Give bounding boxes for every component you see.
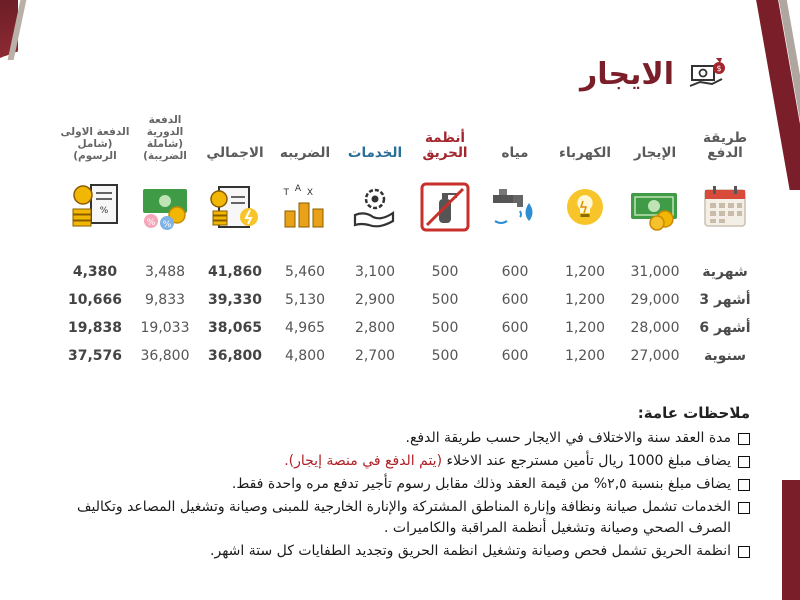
note-item — [50, 541, 750, 562]
fire-extinguisher-icon — [419, 181, 471, 233]
cell-electricity: 1,200 — [564, 264, 606, 280]
note-item — [50, 474, 750, 495]
note-text: مدة العقد سنة والاختلاف في الايجار حسب طريقة الدفع. — [405, 430, 731, 446]
col-header-tax: الضريبه — [279, 145, 331, 162]
cell-tax: 4,965 — [284, 320, 326, 336]
notes-title: ملاحظات عامة: — [637, 404, 750, 422]
cell-periodic-payment: 9,833 — [144, 292, 186, 308]
cell-fire-systems: 500 — [431, 348, 459, 364]
table-body — [60, 258, 760, 370]
cell-water: 600 — [501, 348, 529, 364]
cell-water: 600 — [501, 264, 529, 280]
cell-tax: 5,460 — [284, 264, 326, 280]
cell-first-payment: 37,576 — [67, 348, 123, 364]
cell-total: 41,860 — [207, 264, 263, 280]
cell-water: 600 — [501, 292, 529, 308]
cell-total: 39,330 — [207, 292, 263, 308]
row-label: سنوية — [703, 348, 746, 364]
cell-water: 600 — [501, 320, 529, 336]
checkbox-bullet-icon — [738, 433, 750, 445]
cell-services: 3,100 — [354, 264, 396, 280]
page-title: الايجار — [579, 56, 674, 92]
note-text: يضاف مبلغ بنسبة ٢,٥% من قيمة العقد وذلك مقابل رسوم تأجير تدفع مره واحدة فقط. — [231, 476, 731, 492]
service-gear-icon — [349, 181, 401, 233]
cell-first-payment: 19,838 — [67, 320, 123, 336]
table-row — [60, 342, 760, 370]
col-header-rent: الإيجار — [633, 145, 677, 162]
table-row — [60, 258, 760, 286]
col-header-first-payment: الدفعة الاولى (شامل الرسوم) — [60, 125, 130, 162]
note-highlight: (يتم الدفع في منصة إيجار). — [284, 453, 443, 469]
col-header-periodic-payment: الدفعة الدورية (شاملة الضريبة) — [143, 113, 187, 162]
cell-rent: 29,000 — [630, 292, 680, 308]
checkbox-bullet-icon — [738, 479, 750, 491]
note-text: يضاف مبلغ 1000 ريال تأمين مسترجع عند الاخلاء — [442, 453, 731, 469]
cell-fire-systems: 500 — [431, 320, 459, 336]
cell-rent: 31,000 — [630, 264, 680, 280]
rent-table — [60, 113, 760, 370]
note-text: الخدمات تشمل صيانة ونظافة وإنارة المناطق المشتركة والإنارة الخارجية للمبنى وصيانة وتشغيل المصاعد وتكاليف الصرف الصحي وصيانة وتشغيل أنظمة المراقبة والكاميرات . — [76, 499, 731, 536]
cell-services: 2,800 — [354, 320, 396, 336]
svg-text:%: % — [162, 220, 172, 230]
col-header-fire-systems: أنظمة الحريق — [422, 129, 468, 162]
cell-tax: 5,130 — [284, 292, 326, 308]
general-notes — [50, 404, 750, 564]
row-label: أشهر 6 — [699, 320, 751, 336]
checkbox-bullet-icon — [738, 502, 750, 514]
cell-electricity: 1,200 — [564, 348, 606, 364]
svg-text:T: T — [283, 188, 289, 198]
cell-periodic-payment: 3,488 — [144, 264, 186, 280]
cell-rent: 27,000 — [630, 348, 680, 364]
cell-electricity: 1,200 — [564, 292, 606, 308]
cell-services: 2,700 — [354, 348, 396, 364]
side-decoration — [782, 480, 800, 600]
svg-text:A: A — [294, 184, 301, 194]
cell-services: 2,900 — [354, 292, 396, 308]
water-tap-icon — [489, 181, 541, 233]
table-header-row — [60, 113, 760, 170]
svg-text:%: % — [99, 206, 109, 216]
row-label: شهرية — [702, 264, 748, 280]
tax-coins-icon — [279, 181, 331, 233]
page-header — [580, 52, 730, 96]
svg-text:$: $ — [716, 64, 722, 73]
cell-fire-systems: 500 — [431, 264, 459, 280]
col-header-payment-method: طريقة الدفع — [702, 129, 748, 162]
cell-periodic-payment: 36,800 — [140, 348, 190, 364]
col-header-services: الخدمات — [347, 145, 403, 162]
coins-invoice-icon — [69, 181, 121, 233]
col-header-electricity: الكهرباء — [559, 145, 611, 162]
checkbox-bullet-icon — [738, 456, 750, 468]
cell-total: 38,065 — [207, 320, 263, 336]
cell-fire-systems: 500 — [431, 292, 459, 308]
svg-text:X: X — [306, 188, 313, 198]
cash-coins-icon — [629, 181, 681, 233]
note-item — [50, 497, 750, 539]
row-label: أشهر 3 — [699, 292, 751, 308]
cash-percent-icon — [139, 181, 191, 233]
note-text: انظمة الحريق تشمل فحص وصيانة وتشغيل انظمة الحريق وتجديد الطفايات كل ستة اشهر. — [210, 543, 731, 559]
note-item — [50, 451, 750, 472]
cell-first-payment: 10,666 — [67, 292, 123, 308]
cell-first-payment: 4,380 — [72, 264, 118, 280]
calendar-icon — [699, 181, 751, 233]
note-item — [50, 428, 750, 449]
checkbox-bullet-icon — [738, 546, 750, 558]
table-row — [60, 314, 760, 342]
cell-electricity: 1,200 — [564, 320, 606, 336]
cell-rent: 28,000 — [630, 320, 680, 336]
total-bill-icon — [209, 181, 261, 233]
cell-total: 36,800 — [207, 348, 263, 364]
col-header-total: الاجمالي — [206, 145, 264, 162]
table-row — [60, 286, 760, 314]
cell-tax: 4,800 — [284, 348, 326, 364]
table-icon-row — [60, 170, 760, 244]
rent-money-icon — [686, 52, 730, 96]
cell-periodic-payment: 19,033 — [140, 320, 190, 336]
col-header-water: مياه — [501, 145, 529, 162]
lightbulb-icon — [559, 181, 611, 233]
svg-text:%: % — [146, 218, 156, 228]
